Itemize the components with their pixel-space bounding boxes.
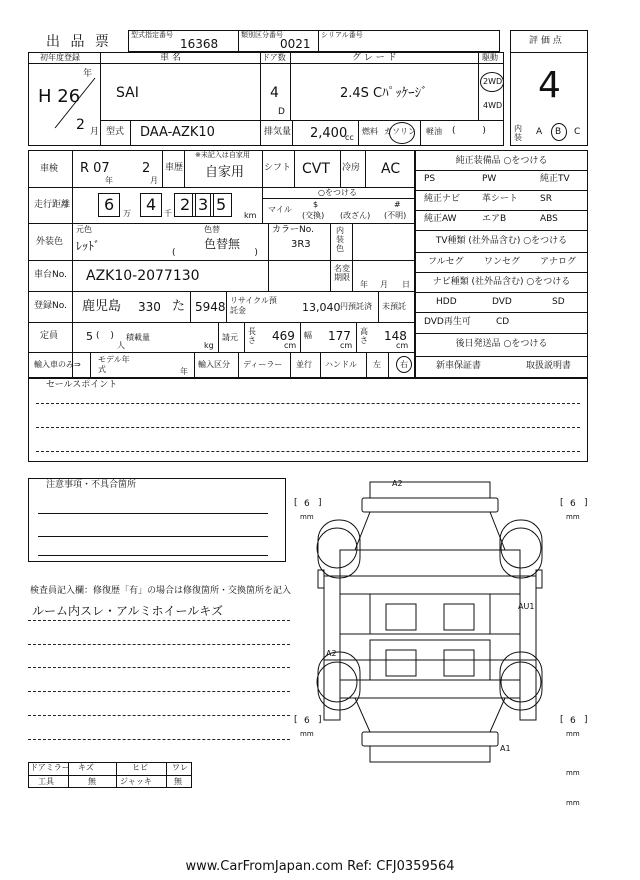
fuel-gasoline: ガソリン <box>384 127 416 136</box>
mileage-label: 走行距離 <box>34 200 71 210</box>
grade-label: グ レ ー ド <box>352 53 397 63</box>
equipment-item: 純正TV <box>540 174 570 184</box>
equipment-item: SR <box>540 194 552 204</box>
interior-label: 内装 <box>514 124 522 142</box>
document-item: 新車保証書 <box>436 361 482 371</box>
tire-depth: 6 <box>304 716 310 726</box>
damage-mark: AU1 <box>518 602 535 611</box>
diesel-label: 軽油 <box>426 127 442 136</box>
score-label: 評 価 点 <box>529 36 562 46</box>
fuel-label: 燃料 <box>362 127 378 136</box>
equipment-item: 純正AW <box>424 214 457 224</box>
recycle-fee: 13,040 <box>302 301 341 314</box>
navi-type-item: HDD <box>436 297 457 307</box>
chassis-label: 車台No. <box>34 270 67 280</box>
equipment-item: 純正ナビ <box>424 194 461 204</box>
shift-label: シフト <box>264 163 292 173</box>
handle-right: 右 <box>400 360 408 369</box>
reg-region: 鹿児島 <box>82 299 122 314</box>
car-name-label: 車 名 <box>160 53 181 63</box>
mileage-digit: 2 <box>180 195 191 214</box>
first-reg-year: H 26 <box>38 86 81 107</box>
notes-box <box>28 478 286 562</box>
navi-type-item: SD <box>552 297 565 307</box>
class-no-label: 類別区分番号 <box>241 31 283 39</box>
damage-mark: A1 <box>500 744 511 753</box>
shift-value: CVT <box>302 161 330 177</box>
capacity: 5 <box>86 330 93 343</box>
equipment-item: PW <box>482 174 497 184</box>
mirror-status: キズ <box>78 763 94 772</box>
sales-point-label: セールスポイント <box>46 380 118 390</box>
navi-title: ナビ種類 (社外品含む) ○をつける <box>432 277 571 287</box>
exterior-color: ﾚｯﾄﾞ <box>76 239 101 253</box>
teiin-label: 定員 <box>40 331 59 341</box>
aircon-label: 冷房 <box>342 163 361 173</box>
color-label: 外装色 <box>36 237 64 247</box>
type-no: 16368 <box>180 37 219 51</box>
mileage-digit: 4 <box>146 195 157 214</box>
import-label: 輸入車のみ⇒ <box>34 360 81 369</box>
equipment-item: 革シート <box>482 194 519 204</box>
color-code: 3R3 <box>291 239 311 250</box>
reg-class: 330 <box>138 300 161 314</box>
notes-label: 注意事項・不具合箇所 <box>46 480 137 490</box>
inspector-note: 検査員記入欄：修復歴「有」の場合は修復箇所・交換箇所を記入 <box>30 586 292 596</box>
usage-label: 車歴 <box>165 163 184 173</box>
width: 177 <box>328 329 351 343</box>
usage-value: 自家用 <box>205 165 245 180</box>
class-no: 0021 <box>280 37 311 51</box>
navi-type-item: CD <box>496 317 510 327</box>
damage-mark: A2 <box>392 479 403 488</box>
equipment-item: PS <box>424 174 436 184</box>
drive-label: 駆動 <box>482 53 498 62</box>
tire-depth: 6 <box>304 499 310 509</box>
drive-2wd: 2WD <box>483 77 503 86</box>
tv-type-item: フルセグ <box>428 257 464 267</box>
model-label: 型式 <box>106 127 125 137</box>
tv-type-item: アナログ <box>540 257 577 267</box>
unit-mile: マイル <box>268 205 292 214</box>
navi-type-item: DVD再生可 <box>424 317 471 327</box>
chassis-number: AZK10-2077130 <box>86 268 200 284</box>
drive-4wd: 4WD <box>483 101 503 110</box>
first-reg-label: 初年度登録 <box>40 53 80 62</box>
mileage-digit: 5 <box>216 195 227 214</box>
reg-kana: た <box>172 299 186 314</box>
sales-point-box <box>28 378 588 462</box>
equip-title: 純正装備品 ○をつける <box>455 156 548 166</box>
color-code-label: カラーNo. <box>272 225 314 235</box>
serial-label: シリアル番号 <box>321 31 363 39</box>
height: 148 <box>384 329 407 343</box>
type-no-label: 型式指定番号 <box>131 31 173 39</box>
jack-value: 無 <box>174 777 182 786</box>
repaint-value: 色替無 <box>204 237 241 251</box>
equipment-item: エアB <box>482 214 507 224</box>
model-code: DAA-AZK10 <box>140 125 215 140</box>
first-reg-month: 2 <box>76 117 85 133</box>
reg-number: 5948 <box>195 300 226 314</box>
damage-mark: A2 <box>326 649 337 658</box>
aircon-value: AC <box>381 161 401 177</box>
document-title: 出 品 票 <box>46 34 112 50</box>
mileage-digit: 6 <box>104 195 115 214</box>
interior-grade: B <box>555 127 562 137</box>
shaken-label: 車検 <box>40 164 59 174</box>
tools-value: 無 <box>88 777 96 786</box>
navi-type-item: DVD <box>492 297 512 307</box>
docs-title: 後日発送品 ○をつける <box>455 339 548 349</box>
length: 469 <box>272 329 295 343</box>
tire-depth: 6 <box>570 499 576 509</box>
doors: 4 <box>270 85 279 101</box>
document-item: 取扱説明書 <box>526 361 572 371</box>
displacement-label: 排気量 <box>264 127 292 137</box>
tv-type-item: ワンセグ <box>484 257 521 267</box>
footer-reference: www.CarFromJapan.com Ref: CFJ0359564 <box>185 859 455 874</box>
score-value: 4 <box>538 65 561 106</box>
tv-title: TV種類 (社外品含む) ○をつける <box>435 236 568 246</box>
displacement: 2,400 <box>310 126 348 141</box>
equipment-item: ABS <box>540 214 558 224</box>
tire-depth: 6 <box>570 716 576 726</box>
shaken-month: 2 <box>142 161 151 176</box>
shaken-date: R 07 <box>80 161 110 176</box>
doors-label: ドア数 <box>262 53 286 62</box>
reg-label: 登録No. <box>34 301 67 311</box>
remarks-text: ルーム内スレ・アルミホイールキズ <box>32 604 224 618</box>
car-name: SAI <box>116 85 139 101</box>
grade: 2.4S Cﾊﾟｯｹｰｼﾞ <box>340 86 428 101</box>
mileage-digit: 3 <box>198 195 209 214</box>
